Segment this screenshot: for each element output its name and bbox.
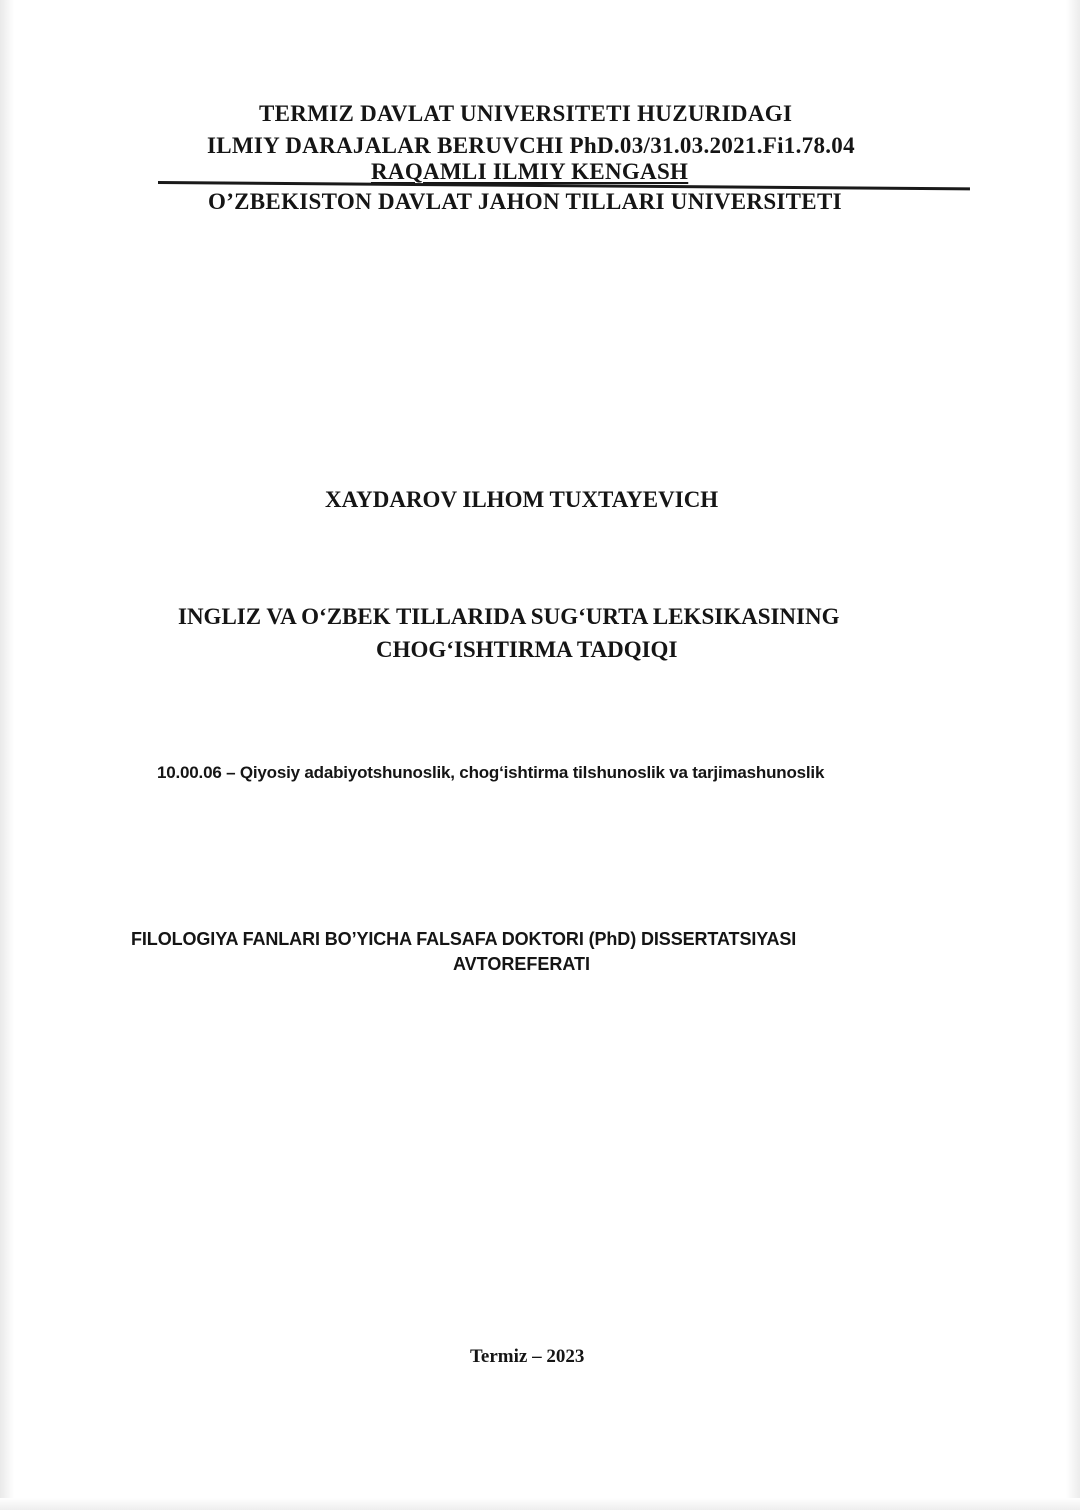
specialty-code: 10.00.06 – Qiyosiy adabiyotshunoslik, chog‘ishtirma tilshunoslik va tarjimashunoslik (157, 763, 825, 782)
header-line-2: ILMIY DARAJALAR BERUVCHI PhD.03/31.03.2021.Fi1.78.04 (207, 133, 855, 158)
city-year: Termiz – 2023 (470, 1346, 585, 1367)
degree-line-2: AVTOREFERATI (453, 954, 591, 974)
scan-edge-bottom (0, 1498, 1080, 1510)
scan-edge-right (1066, 0, 1080, 1510)
dissertation-title-line-2: CHOG‘ISHTIRMA TADQIQI (376, 637, 678, 662)
header-line-3: RAQAMLI ILMIY KENGASH (371, 159, 689, 184)
dissertation-title-line-1: INGLIZ VA O‘ZBEK TILLARIDA SUG‘URTA LEKSIKASINING (178, 604, 840, 629)
author-name: XAYDAROV ILHOM TUXTAYEVICH (325, 487, 719, 512)
degree-line-1: FILOLOGIYA FANLARI BO’YICHA FALSAFA DOKTORI (PhD) DISSERTATSIYASI (131, 929, 797, 949)
header-line-1: TERMIZ DAVLAT UNIVERSITETI HUZURIDAGI (259, 101, 793, 126)
scan-edge-left (0, 0, 14, 1510)
header-line-4: O’ZBEKISTON DAVLAT JAHON TILLARI UNIVERSITETI (208, 189, 842, 214)
